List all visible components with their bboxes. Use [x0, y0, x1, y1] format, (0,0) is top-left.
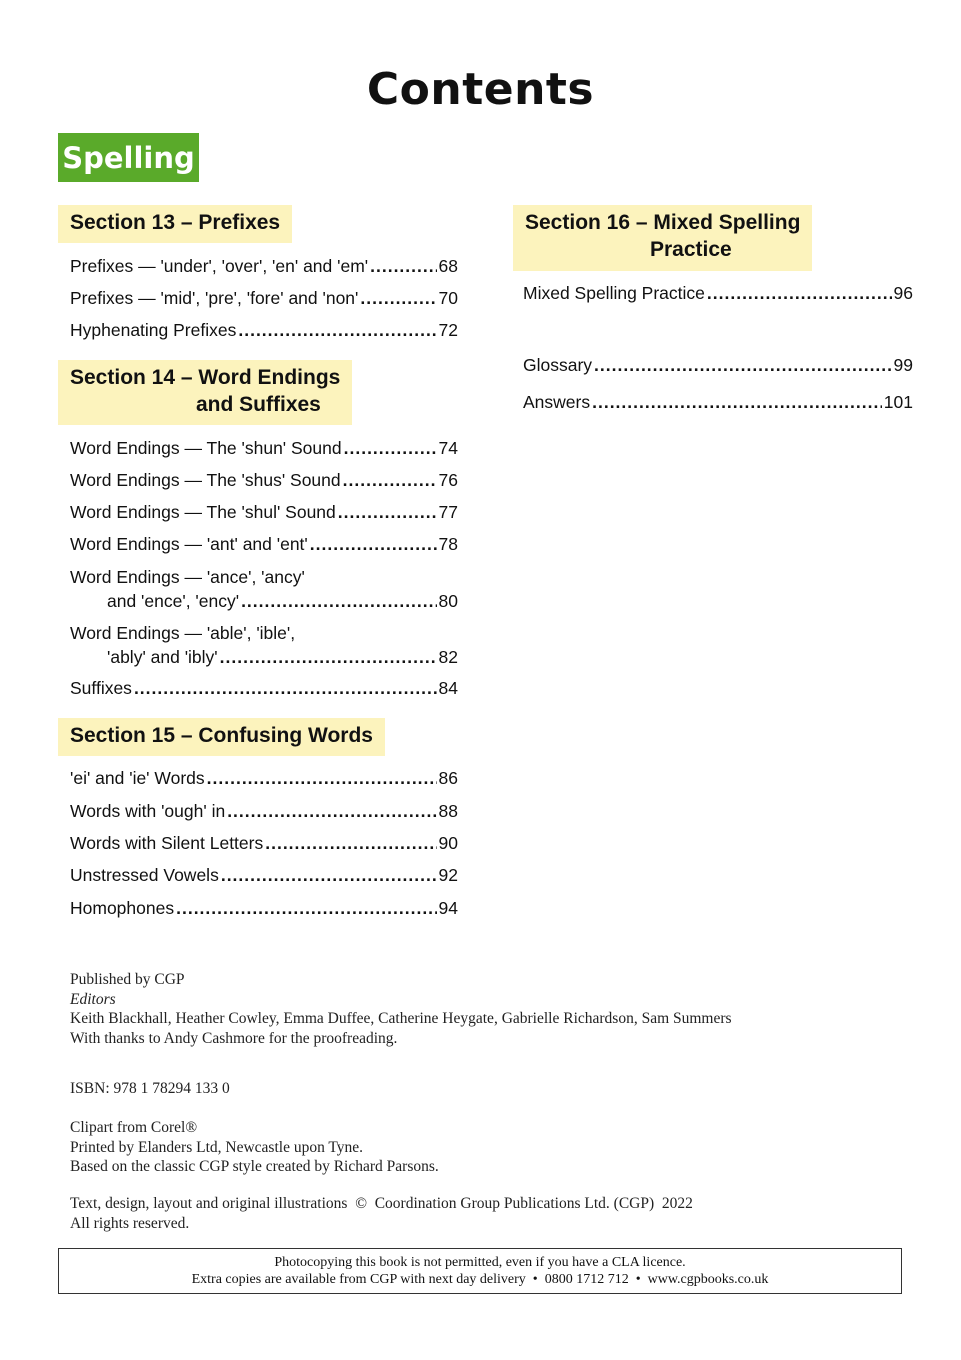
imprint-printing: [70, 1118, 439, 1177]
toc-entry[interactable]: Mixed Spelling Practice ..... 96: [523, 281, 913, 305]
page-number: 70: [438, 288, 458, 308]
toc-entry[interactable]: Suffixes ..... 84: [70, 676, 458, 700]
section-heading-14: Section 14 – Word Endings and Suffixes: [58, 360, 352, 425]
editors-list: Keith Blackhall, Heather Cowley, Emma Duffee, Catherine Heygate, Gabrielle Richardson, Sam Summers: [70, 1010, 732, 1027]
editors-label: Editors: [70, 990, 116, 1008]
category-tag: Spelling: [58, 133, 199, 182]
based-on: Based on the classic CGP style created by Richard Parsons.: [70, 1158, 439, 1175]
toc-entry[interactable]: Hyphenating Prefixes ..... 72: [70, 318, 458, 342]
published-by: Published by CGP: [70, 971, 185, 988]
rights-line: All rights reserved.: [70, 1214, 190, 1232]
toc-entry[interactable]: Words with Silent Letters ..... 90: [70, 831, 458, 855]
section-heading-13: Section 13 – Prefixes: [58, 205, 292, 243]
page-number: 68: [438, 256, 458, 276]
page-number: 86: [438, 768, 458, 788]
isbn: ISBN: 978 1 78294 133 0: [70, 1080, 230, 1097]
page-number: 82: [438, 647, 458, 667]
toc-entry[interactable]: Word Endings — The 'shun' Sound ..... 74: [70, 436, 458, 460]
toc-entry[interactable]: Words with 'ough' in ..... 88: [70, 799, 458, 823]
toc-entry[interactable]: Prefixes — 'under', 'over', 'en' and 'em' ..... 68: [70, 254, 458, 278]
page-number: 74: [438, 438, 458, 458]
thanks-line: With thanks to Andy Cashmore for the proofreading.: [70, 1029, 398, 1047]
toc-entry[interactable]: Word Endings — 'able', 'ible', 'ably' and 'ibly' ..... 82: [70, 621, 458, 669]
notice-line-2: Extra copies are available from CGP with next day delivery • 0800 1712 712 • www.cgpbooks.co.uk: [191, 1272, 769, 1287]
toc-entry[interactable]: Word Endings — 'ance', 'ancy' and 'ence', 'ency' ..... 80: [70, 565, 458, 613]
toc-entry[interactable]: Unstressed Vowels ..... 92: [70, 863, 458, 887]
notice-line-1: Photocopying this book is not permitted, even if you have a CLA licence.: [274, 1255, 686, 1270]
page-title: Contents: [366, 64, 595, 115]
page-number: 96: [893, 283, 913, 303]
page-number: 101: [883, 392, 913, 412]
toc-entry[interactable]: Word Endings — The 'shul' Sound ..... 77: [70, 500, 458, 524]
section-heading-16: Section 16 – Mixed Spelling Practice: [513, 205, 812, 271]
page-number: 77: [438, 502, 458, 522]
copyright-line: Text, design, layout and original illustrations © Coordination Group Publications Ltd. (CGP) 2022: [70, 1195, 693, 1212]
page-number: 99: [893, 355, 913, 375]
printed-by: Printed by Elanders Ltd, Newcastle upon Tyne.: [70, 1138, 364, 1156]
clipart-line: Clipart from Corel®: [70, 1119, 198, 1136]
toc-entry-answers[interactable]: Answers ..... 101: [523, 390, 913, 414]
page-number: 78: [438, 534, 458, 554]
toc-entry[interactable]: Word Endings — The 'shus' Sound ..... 76: [70, 468, 458, 492]
toc-entry[interactable]: Homophones ..... 94: [70, 896, 458, 920]
page-number: 92: [438, 865, 458, 885]
page-number: 72: [438, 320, 458, 340]
page-number: 80: [438, 591, 458, 611]
toc-entry[interactable]: Word Endings — 'ant' and 'ent' ..... 78: [70, 532, 458, 556]
section-heading-15: Section 15 – Confusing Words: [58, 718, 385, 756]
page-number: 90: [438, 833, 458, 853]
page-number: 84: [438, 678, 458, 698]
page-number: 94: [438, 898, 458, 918]
toc-entry[interactable]: Prefixes — 'mid', 'pre', 'fore' and 'non' ..... 70: [70, 286, 458, 310]
imprint-credits: [70, 970, 732, 1048]
page-number: 88: [438, 801, 458, 821]
photocopy-notice-box: [58, 1248, 902, 1294]
page-number: 76: [438, 470, 458, 490]
toc-entry[interactable]: 'ei' and 'ie' Words ..... 86: [70, 766, 458, 790]
toc-entry-glossary[interactable]: Glossary ..... 99: [523, 353, 913, 377]
imprint-copyright: [70, 1194, 693, 1233]
